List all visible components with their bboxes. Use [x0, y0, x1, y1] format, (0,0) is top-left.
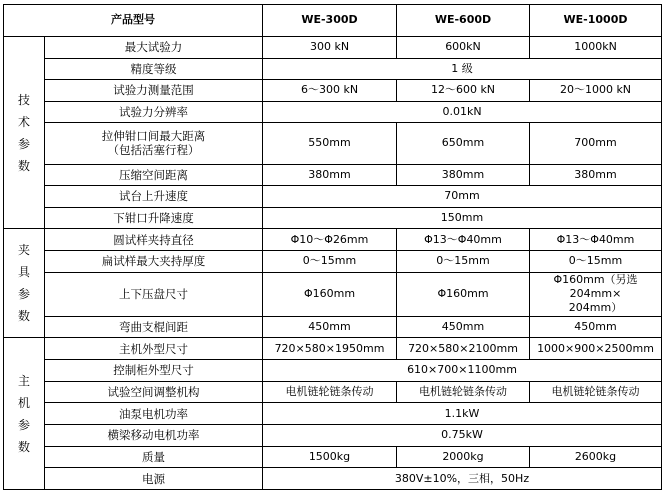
- param-label: 圆试样夹持直径: [45, 229, 263, 251]
- table-row: [4, 186, 662, 208]
- cell-value: Φ160mm: [263, 272, 397, 316]
- cell-value: 1.1kW: [263, 403, 662, 425]
- cell-value-line2: 204mm）: [568, 301, 623, 315]
- param-label-line1: 拉伸钳口间最大距离: [101, 129, 206, 144]
- model-header-2: WE-600D: [397, 5, 530, 37]
- table-row: [4, 250, 662, 272]
- cell-value: 1000kN: [530, 36, 662, 58]
- spec-table: [3, 4, 662, 490]
- cell-value: 电机链轮链条传动: [263, 381, 397, 403]
- table-row: [4, 446, 662, 468]
- table-row: [4, 338, 662, 360]
- cell-value: 380V±10%，三相，50Hz: [263, 468, 662, 490]
- table-row: [4, 123, 662, 164]
- cell-value: 720×580×1950mm: [263, 338, 397, 360]
- cell-value: 550mm: [263, 123, 397, 164]
- cell-value: 150mm: [263, 207, 662, 229]
- cell-value: 0.75kW: [263, 424, 662, 446]
- cell-value: 450mm: [530, 316, 662, 338]
- table-row: [4, 101, 662, 123]
- header-row: [4, 5, 662, 37]
- group-label-fixture: 夹 具 参 数: [4, 229, 45, 338]
- model-header-3: WE-1000D: [530, 5, 662, 37]
- cell-value: 电机链轮链条传动: [530, 381, 662, 403]
- table-row: [4, 316, 662, 338]
- table-row: [4, 381, 662, 403]
- param-label: 试台上升速度: [45, 186, 263, 208]
- cell-value: 300 kN: [263, 36, 397, 58]
- cell-value: 0.01kN: [263, 101, 662, 123]
- table-row: [4, 424, 662, 446]
- group-label-technical: 技 术 参 数: [4, 36, 45, 228]
- param-label: 试验力测量范围: [45, 80, 263, 102]
- cell-value: 700mm: [530, 123, 662, 164]
- cell-value: 0～15mm: [263, 250, 397, 272]
- cell-value: 电机链轮链条传动: [397, 381, 530, 403]
- param-label: 电源: [45, 468, 263, 490]
- cell-value: [530, 272, 662, 316]
- cell-value: 2600kg: [530, 446, 662, 468]
- param-label: 压缩空间距离: [45, 164, 263, 186]
- cell-value: 1 级: [263, 58, 662, 80]
- cell-value: 450mm: [263, 316, 397, 338]
- param-label: 下钳口升降速度: [45, 207, 263, 229]
- cell-value: 720×580×2100mm: [397, 338, 530, 360]
- param-label: [45, 123, 263, 164]
- cell-value: Φ13～Φ40mm: [397, 229, 530, 251]
- group-label-main-unit: 主 机 参 数: [4, 338, 45, 490]
- cell-value: 600kN: [397, 36, 530, 58]
- table-row: [4, 403, 662, 425]
- cell-value: 380mm: [397, 164, 530, 186]
- param-label: 扁试样最大夹持厚度: [45, 250, 263, 272]
- param-label: 油泵电机功率: [45, 403, 263, 425]
- cell-value: Φ10～Φ26mm: [263, 229, 397, 251]
- cell-value: 20～1000 kN: [530, 80, 662, 102]
- table-row: [4, 164, 662, 186]
- table-row: [4, 207, 662, 229]
- cell-value: 6～300 kN: [263, 80, 397, 102]
- table-row: [4, 272, 662, 316]
- cell-value: 12～600 kN: [397, 80, 530, 102]
- param-label: 主机外型尺寸: [45, 338, 263, 360]
- table-row: [4, 360, 662, 382]
- cell-value: 450mm: [397, 316, 530, 338]
- table-row: [4, 58, 662, 80]
- cell-value: 1000×900×2500mm: [530, 338, 662, 360]
- cell-value: 0～15mm: [397, 250, 530, 272]
- cell-value: 2000kg: [397, 446, 530, 468]
- cell-value: 0～15mm: [530, 250, 662, 272]
- cell-value: 380mm: [263, 164, 397, 186]
- cell-value-line1: Φ160mm（另选 204mm×: [553, 273, 638, 301]
- cell-value: 380mm: [530, 164, 662, 186]
- param-label: 控制柜外型尺寸: [45, 360, 263, 382]
- param-label: 精度等级: [45, 58, 263, 80]
- param-label: 弯曲支棍间距: [45, 316, 263, 338]
- product-model-header: 产品型号: [4, 5, 263, 37]
- param-label: 上下压盘尺寸: [45, 272, 263, 316]
- param-label: 横梁移动电机功率: [45, 424, 263, 446]
- cell-value: Φ160mm: [397, 272, 530, 316]
- param-label: 试验力分辨率: [45, 101, 263, 123]
- cell-value: 1500kg: [263, 446, 397, 468]
- table-row: [4, 80, 662, 102]
- param-label: 质量: [45, 446, 263, 468]
- cell-value: 610×700×1100mm: [263, 360, 662, 382]
- cell-value: 650mm: [397, 123, 530, 164]
- param-label: 最大试验力: [45, 36, 263, 58]
- table-row: [4, 36, 662, 58]
- model-header-1: WE-300D: [263, 5, 397, 37]
- table-row: [4, 229, 662, 251]
- param-label: 试验空间调整机构: [45, 381, 263, 403]
- table-row: [4, 468, 662, 490]
- param-label-line2: （包括活塞行程）: [107, 143, 200, 158]
- cell-value: Φ13～Φ40mm: [530, 229, 662, 251]
- cell-value: 70mm: [263, 186, 662, 208]
